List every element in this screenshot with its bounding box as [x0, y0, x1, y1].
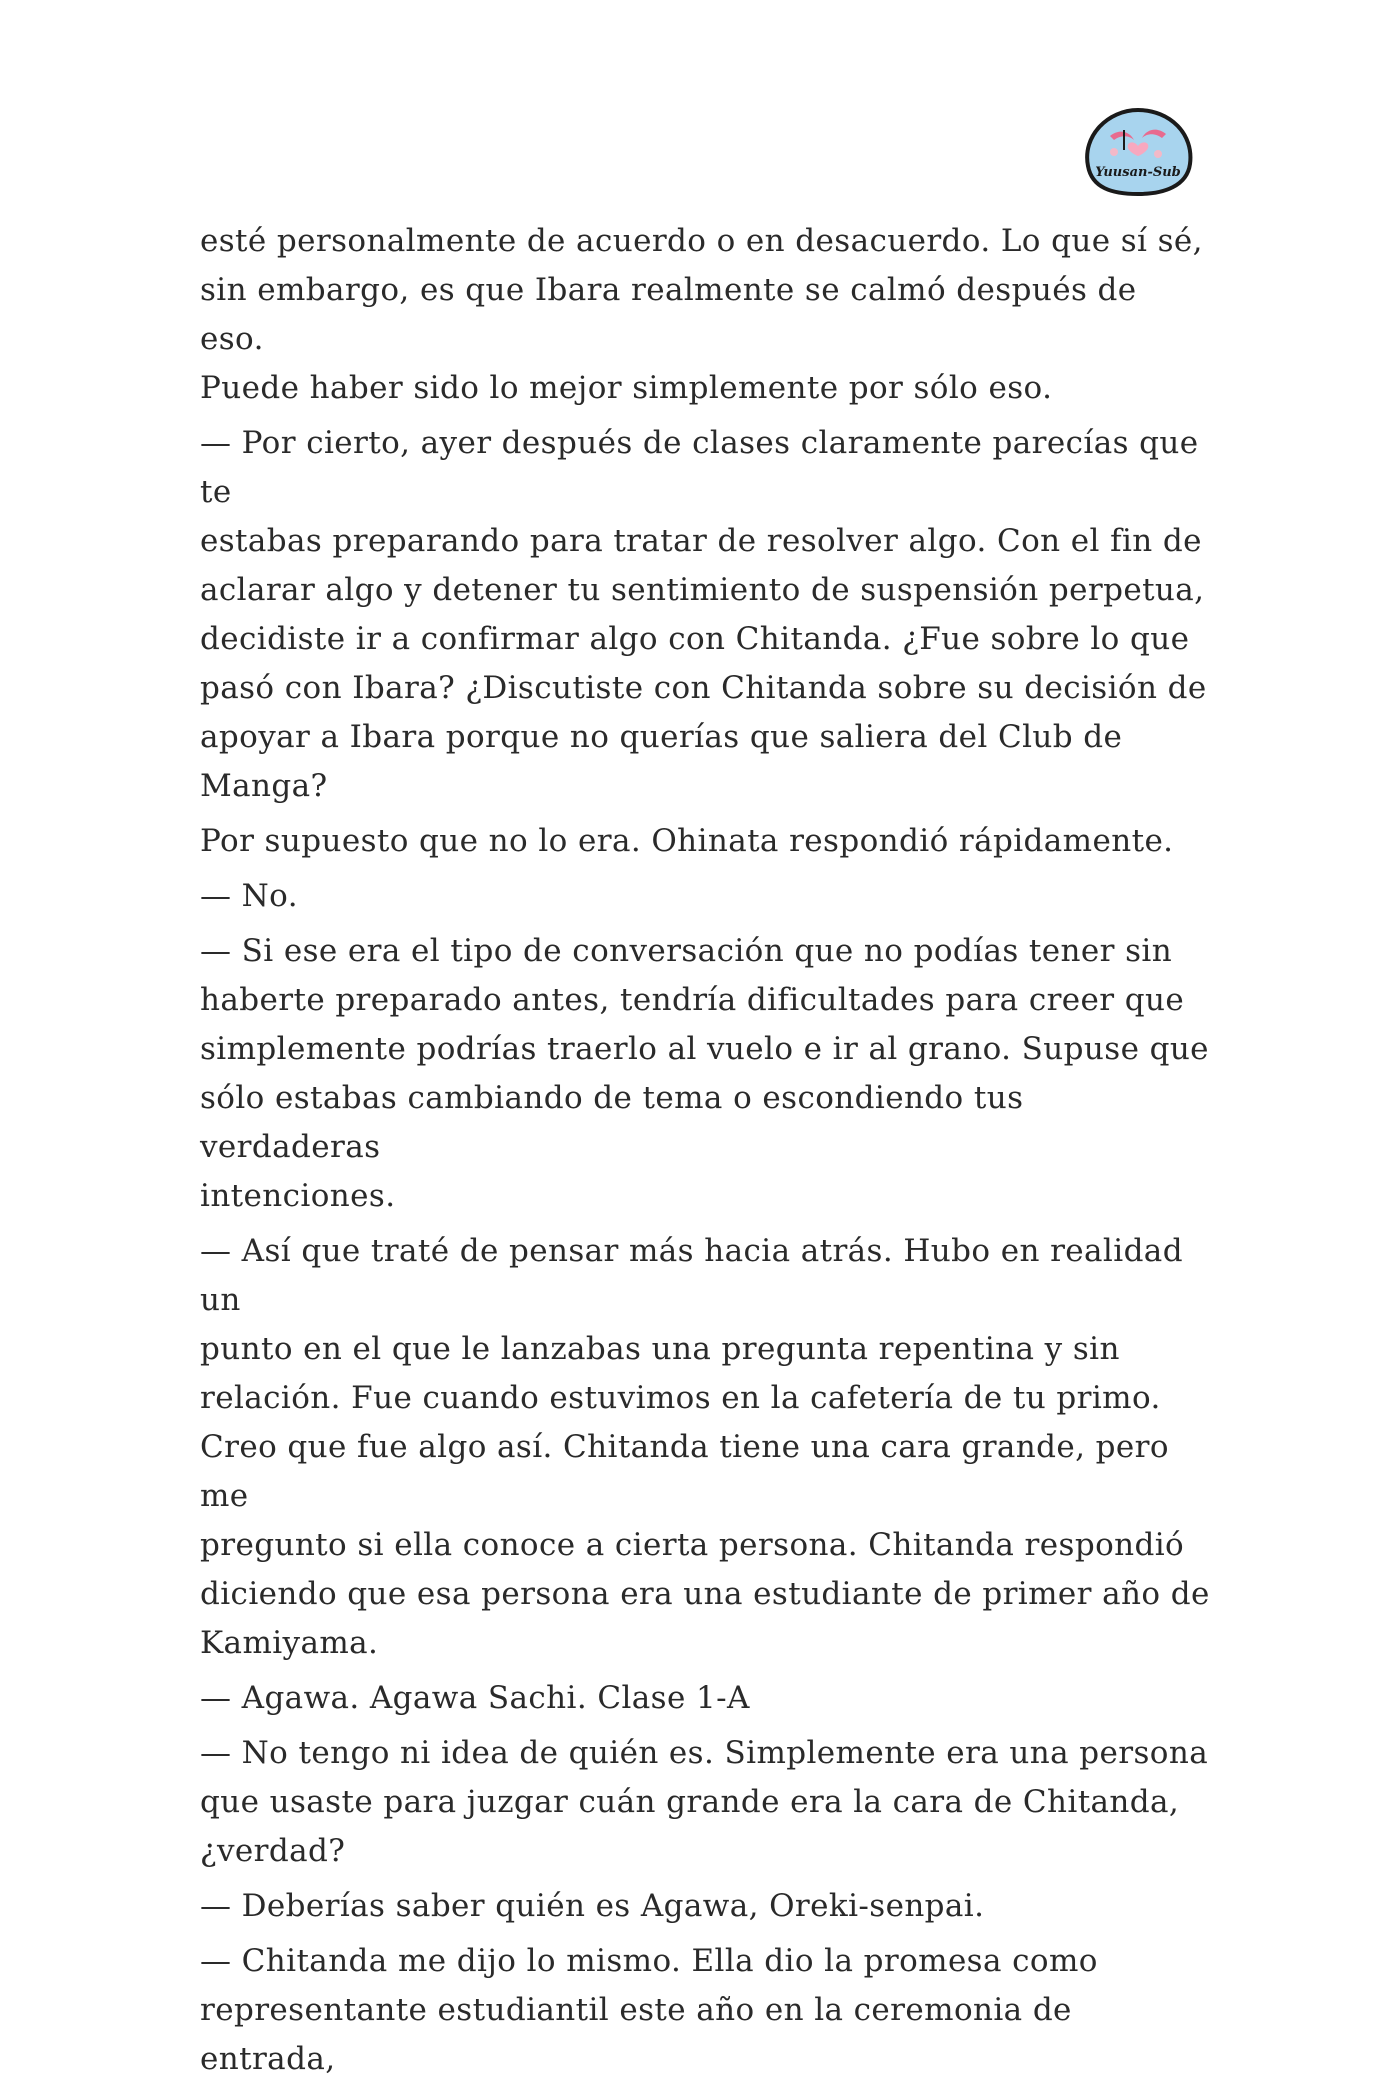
paragraph: — Agawa. Agawa Sachi. Clase 1-A	[200, 1680, 750, 1716]
paragraph: — Chitanda me dijo lo mismo. Ella dio la promesa como representante estudiantil este año en la ceremonia de entrada,	[200, 1943, 1098, 2077]
paragraph: — No.	[200, 878, 298, 914]
paragraph: esté personalmente de acuerdo o en desacuerdo. Lo que sí sé, sin embargo, es que Ibara realmente se calmó después de eso. Puede haber sido lo mejor simplemente por sólo eso.	[200, 223, 1203, 406]
paragraph: — No tengo ni idea de quién es. Simplemente era una persona que usaste para juzgar cuán grande era la cara de Chitanda, ¿verdad?	[200, 1735, 1209, 1869]
paragraph: — Si ese era el tipo de conversación que no podías tener sin haberte preparado antes, tendría dificultades para creer que simplemente podrías traerlo al vuelo e ir al grano. Supuse que sólo estabas cambiando de tema o escondiendo tus verdaderas intenciones.	[200, 933, 1209, 1214]
logo-text: Yuusan-Sub	[1095, 165, 1181, 180]
paragraph: — Así que traté de pensar más hacia atrás. Hubo en realidad un punto en el que le lanzabas una pregunta repentina y sin relación. Fue cuando estuvimos en la cafetería de tu primo. Creo que fue algo así. Chitanda tiene una cara grande, pero me pregunto si ella conoce a cierta persona. Chitanda respondió diciendo que esa persona era una estudiante de primer año de Kamiyama.	[200, 1233, 1210, 1661]
heart-wings-icon	[1080, 106, 1196, 198]
yuusan-sub-logo	[1080, 106, 1196, 198]
paragraph: Por supuesto que no lo era. Ohinata respondió rápidamente.	[200, 823, 1174, 859]
paragraph: — Deberías saber quién es Agawa, Oreki-senpai.	[200, 1888, 985, 1924]
page-text	[200, 217, 1210, 2090]
paragraph: — Por cierto, ayer después de clases claramente parecías que te estabas preparando para tratar de resolver algo. Con el fin de aclarar algo y detener tu sentimiento de suspensión perpetua, decidiste ir a confirmar algo con Chitanda. ¿Fue sobre lo que pasó con Ibara? ¿Discutiste con Chitanda sobre su decisión de apoyar a Ibara porque no querías que saliera del Club de Manga?	[200, 425, 1207, 804]
